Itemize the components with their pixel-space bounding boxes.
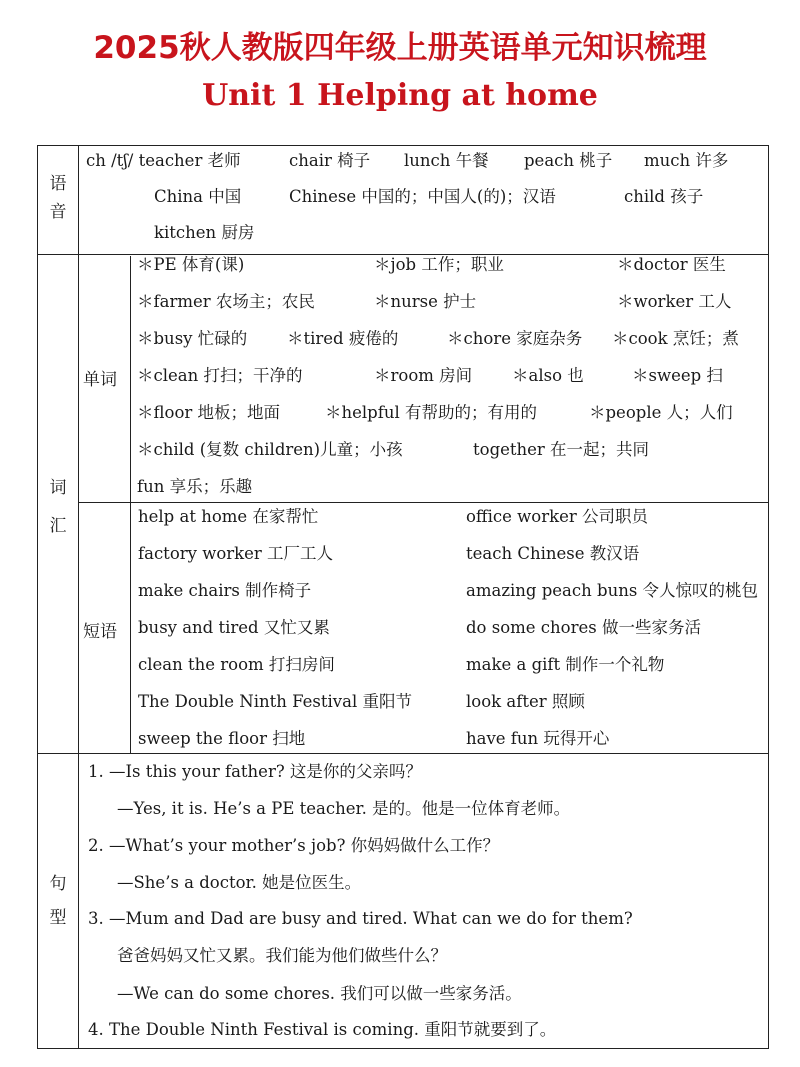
subcolumn-divider bbox=[130, 256, 131, 753]
word-item: ＊room 房间 bbox=[374, 366, 473, 385]
phonics-item: lunch 午餐 bbox=[404, 151, 489, 170]
knowledge-table bbox=[37, 145, 769, 1049]
word-item: ＊sweep 扫 bbox=[632, 366, 723, 385]
phrase-item: The Double Ninth Festival 重阳节 bbox=[138, 692, 412, 711]
word-item: ＊doctor 医生 bbox=[617, 255, 726, 274]
phrases-label: 短语 bbox=[83, 622, 117, 642]
word-item: ＊tired 疲倦的 bbox=[287, 329, 399, 348]
sentences-label-char: 句 bbox=[49, 874, 67, 894]
words-label: 单词 bbox=[83, 370, 117, 390]
column-divider bbox=[78, 146, 79, 1048]
word-item: ＊clean 打扫；干净的 bbox=[137, 366, 303, 385]
phonics-item: much 许多 bbox=[644, 151, 729, 170]
phrase-item: have fun 玩得开心 bbox=[466, 729, 610, 748]
phrase-item: office worker 公司职员 bbox=[466, 507, 649, 526]
vocab-label bbox=[38, 474, 78, 540]
word-item: fun 享乐；乐趣 bbox=[137, 477, 253, 496]
phrase-item: look after 照顾 bbox=[466, 692, 585, 711]
word-item: together 在一起；共同 bbox=[473, 440, 650, 459]
phrase-item: busy and tired 又忙又累 bbox=[138, 618, 330, 637]
phrase-item: teach Chinese 教汉语 bbox=[466, 544, 640, 563]
phrase-item: factory worker 工厂工人 bbox=[138, 544, 334, 563]
sentence-line: 2. —What’s your mother’s job? 你妈妈做什么工作？ bbox=[88, 836, 500, 855]
page-title: 2025秋人教版四年级上册英语单元知识梳理 bbox=[93, 30, 707, 66]
word-item: ＊helpful 有帮助的；有用的 bbox=[325, 403, 537, 422]
word-item: ＊worker 工人 bbox=[617, 292, 732, 311]
sentence-line: —We can do some chores. 我们可以做一些家务活。 bbox=[117, 984, 522, 1003]
phrase-item: sweep the floor 扫地 bbox=[138, 729, 306, 748]
phonics-item: China 中国 bbox=[154, 187, 242, 206]
sentences-label-char: 型 bbox=[49, 908, 67, 928]
sentence-line: 3. —Mum and Dad are busy and tired. What can we do for them? bbox=[88, 909, 633, 928]
word-item: ＊farmer 农场主；农民 bbox=[137, 292, 315, 311]
phonics-item: peach 桃子 bbox=[524, 151, 613, 170]
word-item: ＊cook 烹饪；煮 bbox=[612, 329, 739, 348]
word-item: ＊nurse 护士 bbox=[374, 292, 477, 311]
phrase-item: amazing peach buns 令人惊叹的桃包 bbox=[466, 581, 759, 600]
sentence-line: —She’s a doctor. 她是位医生。 bbox=[117, 873, 362, 892]
phonics-label bbox=[38, 170, 78, 226]
phrase-item: do some chores 做一些家务活 bbox=[466, 618, 701, 637]
phrase-item: make chairs 制作椅子 bbox=[138, 581, 312, 600]
word-item: ＊people 人；人们 bbox=[589, 403, 733, 422]
unit-subtitle: Unit 1 Helping at home bbox=[202, 78, 598, 113]
word-item: ＊child (复数 children)儿童；小孩 bbox=[137, 440, 403, 459]
phrase-item: clean the room 打扫房间 bbox=[138, 655, 335, 674]
word-item: ＊chore 家庭杂务 bbox=[447, 329, 583, 348]
sentence-line: 爸爸妈妈又忙又累。我们能为他们做些什么？ bbox=[117, 946, 447, 965]
phrase-item: make a gift 制作一个礼物 bbox=[466, 655, 665, 674]
vocab-label-char: 汇 bbox=[49, 516, 67, 536]
word-item: ＊busy 忙碌的 bbox=[137, 329, 248, 348]
phonics-item: Chinese 中国的；中国人(的)；汉语 bbox=[289, 187, 556, 206]
word-item: ＊PE 体育(课) bbox=[137, 255, 245, 274]
phonics-item: ch /tʃ/ teacher 老师 bbox=[86, 151, 241, 170]
word-item: ＊floor 地板；地面 bbox=[137, 403, 281, 422]
row-divider bbox=[38, 753, 768, 754]
sentence-line: —Yes, it is. He’s a PE teacher. 是的。他是一位体育老师。 bbox=[117, 799, 571, 818]
word-item: ＊also 也 bbox=[512, 366, 584, 385]
phonics-label-char: 语 bbox=[49, 174, 67, 194]
phrase-item: help at home 在家帮忙 bbox=[138, 507, 319, 526]
phonics-item: child 孩子 bbox=[624, 187, 704, 206]
word-item: ＊job 工作；职业 bbox=[374, 255, 504, 274]
vocab-label-char: 词 bbox=[49, 478, 67, 498]
phonics-item: chair 椅子 bbox=[289, 151, 371, 170]
sentences-label bbox=[38, 870, 78, 932]
phonics-label-char: 音 bbox=[49, 202, 67, 222]
sentence-line: 4. The Double Ninth Festival is coming. 重阳节就要到了。 bbox=[88, 1020, 557, 1039]
phonics-item: kitchen 厨房 bbox=[154, 223, 255, 242]
sentence-line: 1. —Is this your father? 这是你的父亲吗？ bbox=[88, 762, 422, 781]
row-divider bbox=[78, 502, 768, 503]
